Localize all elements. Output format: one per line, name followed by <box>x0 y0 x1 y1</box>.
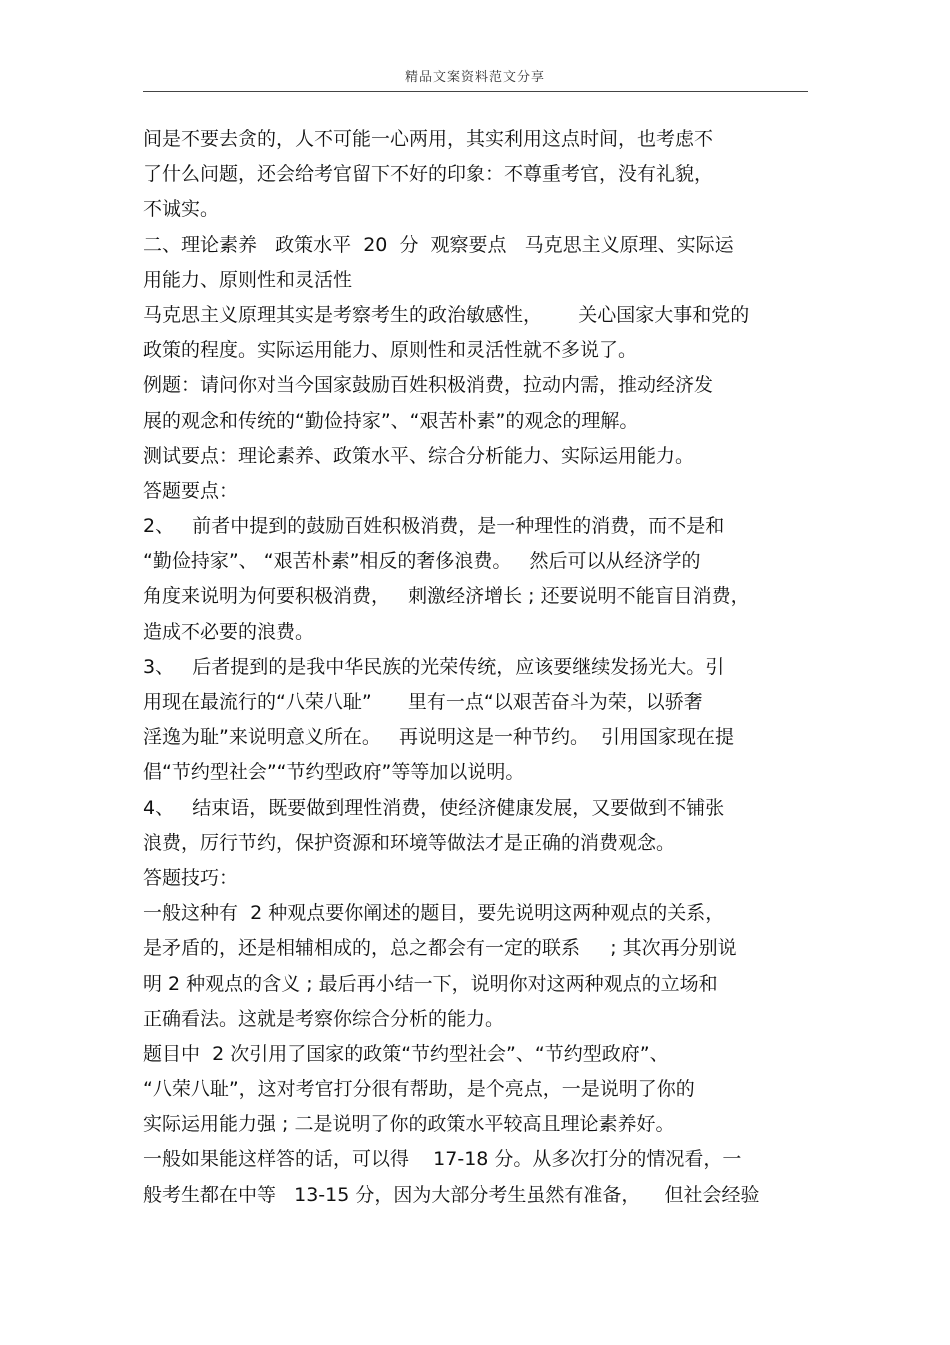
text-line: 浪费，厉行节约，保护资源和环境等做法才是正确的消费观念。 <box>143 831 676 854</box>
text-line: 用现在最流行的“八荣八耻” 里有一点“以艰苦奋斗为荣，以骄奢 <box>143 691 703 713</box>
header-divider <box>143 91 808 92</box>
text-line: 测试要点：理论素养、政策水平、综合分析能力、实际运用能力。 <box>143 444 695 467</box>
text-line: 展的观念和传统的“勤俭持家”、“艰苦朴素”的观念的理解。 <box>143 409 639 432</box>
document-body <box>143 122 808 1213</box>
text-line: 了什么问题，还会给考官留下不好的印象：不尊重考官，没有礼貌， <box>143 163 714 186</box>
text-line: 例题：请问你对当今国家鼓励百姓积极消费，拉动内需，推动经济发 <box>143 374 714 397</box>
text-line: 是矛盾的，还是相辅相成的，总之都会有一定的联系 ; 其次再分别说 <box>143 937 737 960</box>
text-line: 明 2 种观点的含义 ; 最后再小结一下，说明你对这两种观点的立场和 <box>143 972 718 995</box>
text-line: “八荣八耻”，这对考官打分很有帮助，是个亮点，一是说明了你的 <box>143 1078 695 1101</box>
text-line: 正确看法。这就是考察你综合分析的能力。 <box>143 1007 505 1030</box>
text-line: 造成不必要的浪费。 <box>143 620 315 643</box>
text-line: 3、 后者提到的是我中华民族的光荣传统，应该要继续发扬光大。引 <box>143 655 725 678</box>
text-line: 4、 结束语，既要做到理性消费，使经济健康发展，又要做到不铺张 <box>143 796 725 819</box>
page-header: 精品文案资料范文分享 <box>404 70 545 85</box>
text-line: 实际运用能力强 ; 二是说明了你的政策水平较高且理论素养好。 <box>143 1113 675 1136</box>
text-line: 角度来说明为何要积极消费， 刺激经济增长 ; 还要说明不能盲目消费， <box>143 585 750 608</box>
text-line: 答题技巧： <box>143 866 239 889</box>
text-line: “勤俭持家”、 “艰苦朴素”相反的奢侈浪费。 然后可以从经济学的 <box>143 550 701 573</box>
text-line: 淫逸为耻”来说明意义所在。 再说明这是一种节约。 引用国家现在提 <box>143 726 735 749</box>
text-line: 一般这种有 2 种观点要你阐述的题目，要先说明这两种观点的关系， <box>143 902 725 925</box>
text-line: 般考生都在中等 13-15 分，因为大部分考生虽然有准备， 但社会经验 <box>143 1183 760 1206</box>
section-heading: 二、理论素养 政策水平 20 分 观察要点 马克思主义原理、实际运 <box>143 233 734 256</box>
text-line: 答题要点： <box>143 479 239 502</box>
text-line: 一般如果能这样答的话，可以得 17-18 分。从多次打分的情况看，一 <box>143 1148 742 1171</box>
text-line: 用能力、原则性和灵活性 <box>143 268 353 291</box>
text-line: 马克思主义原理其实是考察考生的政治敏感性， 关心国家大事和党的 <box>143 303 750 326</box>
text-line: 2、 前者中提到的鼓励百姓积极消费，是一种理性的消费，而不是和 <box>143 515 725 538</box>
text-line: 政策的程度。实际运用能力、原则性和灵活性就不多说了。 <box>143 339 638 362</box>
text-line: 不诚实。 <box>143 198 220 221</box>
text-line: 倡“节约型社会”“节约型政府”等等加以说明。 <box>143 761 525 784</box>
text-line: 间是不要去贪的，人不可能一心两用，其实利用这点时间，也考虑不 <box>143 128 714 150</box>
text-line: 题目中 2 次引用了国家的政策“节约型社会”、“节约型政府”、 <box>143 1042 669 1065</box>
